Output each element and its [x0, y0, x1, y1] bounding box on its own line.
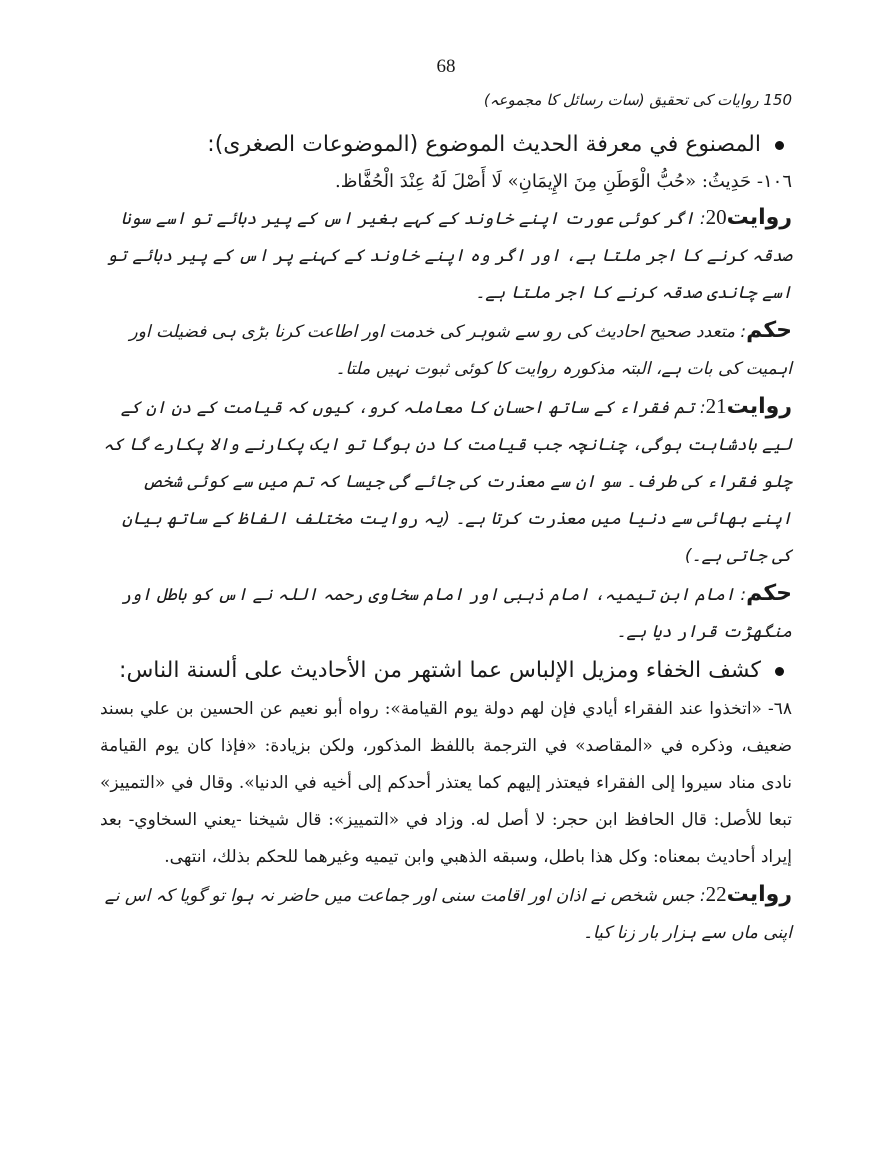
source-heading-2-text: كشف الخفاء ومزيل الإلباس عما اشتهر من الأحاديث على ألسنة الناس:	[119, 658, 761, 683]
source-heading-1-text: المصنوع في معرفة الحديث الموضوع (الموضوعات الصغرى):	[207, 132, 761, 157]
hukm-text: : متعدد صحیح احادیث کی رو سے شوہر کی خدمت اور اطاعت کرنا بڑی ہی فضیلت اور اہمیت کی بات ہے، البتہ مذکورہ روایت کا کوئی ثبوت نہیں ملتا۔	[129, 322, 792, 379]
hukm-label: حکم	[746, 581, 792, 606]
riwayat-21	[100, 388, 792, 575]
hukm-text: : امام ابن تیمیہ، امام ذہبی اور امام سخاوی رحمہ اللہ نے اس کو باطل اور منگھڑت قرار دیا ہے۔	[121, 585, 792, 642]
riwayat-20	[100, 199, 792, 312]
arabic-commentary-68: ٦٨- «اتخذوا عند الفقراء أيادي فإن لهم دولة يوم القيامة»: رواه أبو نعيم عن الحسين بن علي بسند ضعيف، وذكره في «المقاصد» في الترجمة باللفظ المذكور، ولكن بزيادة: «فإذا كان يوم القيامة نادى مناد سيروا إلى الفقراء فيعتذر إليهم كما يعتذر أحدكم إلى أخيه في الدنيا». وقال في «التمييز» تبعا للأصل: قال الحافظ ابن حجر: لا أصل له. وزاد في «التمييز»: قال شيخنا -يعني السخاوي- بعد إيراد أحاديث بمعناه: وكل هذا باطل، وسبقه الذهبي وابن تيميه وغيرهما للحكم بذلك، انتهى.	[100, 699, 792, 867]
riwayat-text: : اگر کوئی عورت اپنے خاوند کے کہے بغیر اس کے پیر دبائے تو اسے سونا صدقہ کرنے کا اجر ملتا ہے، اور اگر وہ اپنے خاوند کے کہنے پر اس کے پیر دبائے تو اسے چاندی صدقہ کرنے کا اجر ملتا ہے۔	[107, 209, 792, 303]
riwayat-label: روایت	[726, 882, 792, 907]
riwayat-number: 20	[705, 205, 727, 229]
running-head: 150 روایات کی تحقیق (سات رسائل کا مجموعہ)	[483, 91, 792, 109]
riwayat-text: : تم فقراء کے ساتھ احسان کا معاملہ کرو، کیوں کہ قیامت کے دن ان کے لیے بادشاہت ہوگی، چنانچہ جب قیامت کا دن ہوگا تو ایک پکارنے والا پکارے گا کہ چلو فقراء کی طرف۔ سو ان سے معذرت کی جائے گی جیسا کہ تم میں سے کوئی شخص اپنے بھائی سے دنیا میں معذرت کرتا ہے۔ (یہ روایت مختلف الفاظ کے ساتھ بیان کی جاتی ہے۔)	[103, 398, 792, 566]
riwayat-label: روایت	[726, 394, 792, 419]
riwayat-number: 22	[705, 882, 727, 906]
hukm-label: حکم	[746, 318, 792, 343]
page-content	[100, 125, 792, 952]
riwayat-number: 21	[705, 394, 727, 418]
page-number: 68	[436, 56, 456, 77]
source-heading-2	[100, 651, 784, 691]
riwayat-text: : جس شخص نے اذان اور اقامت سنی اور جماعت میں حاضر نہ ہوا تو گویا کہ اس نے اپنی ماں سے ہزار بار زنا کیا۔	[104, 886, 792, 943]
source-heading-1	[100, 125, 784, 165]
bullet-icon	[775, 141, 784, 150]
hukm-2	[100, 575, 792, 651]
riwayat-22	[100, 876, 792, 952]
hadith-reference-106: ١٠٦- حَدِيثُ: «حُبُّ الْوَطَنِ مِنَ الإِيمَانِ» لَا أَصْلَ لَهُ عِنْدَ الْحُفَّاظ.	[334, 171, 792, 192]
bullet-icon	[775, 667, 784, 676]
hukm-1	[100, 312, 792, 388]
riwayat-label: روایت	[726, 205, 792, 230]
